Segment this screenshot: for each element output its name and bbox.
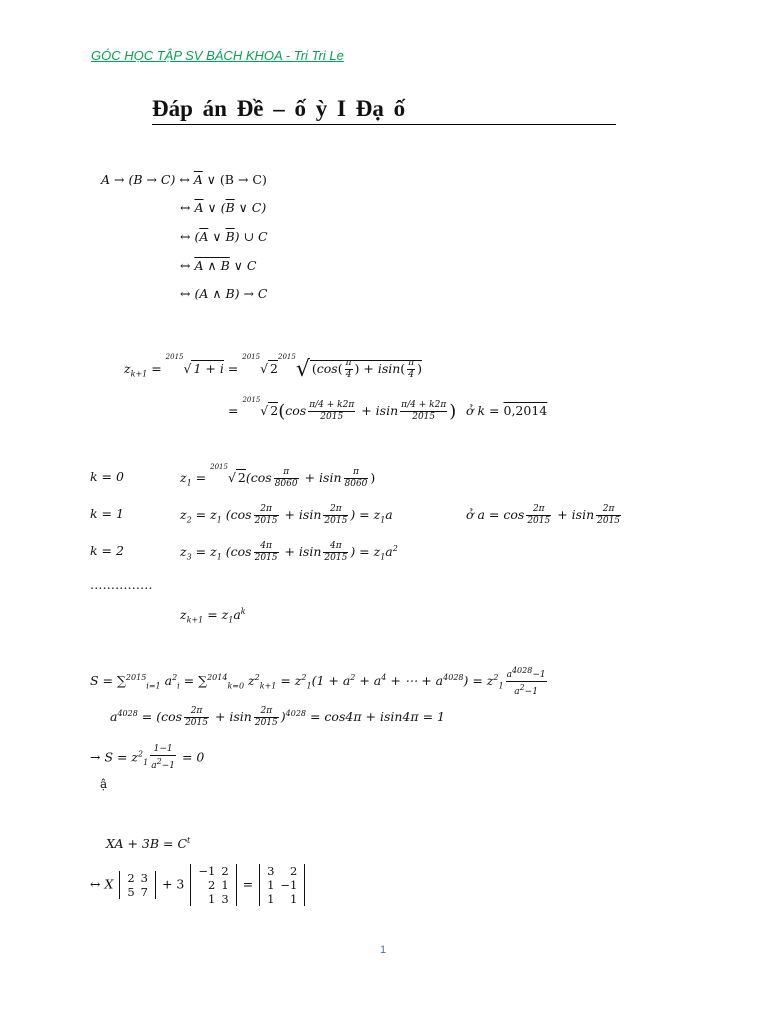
matrix-cell: 3	[221, 892, 229, 906]
case-z2: $z_2 = z_1$ (cos $\frac{2\pi}{2015}$ + isin $\frac{2\pi}{2015}$ ) = $z_1a$	[180, 504, 393, 526]
matrix-b	[190, 864, 236, 906]
case-k2-label: k = 2	[90, 543, 124, 558]
matrix-cell: 2	[127, 871, 135, 885]
matrix-cell: 1	[208, 892, 216, 906]
matrix-equation: XA + $3B = C^t$	[106, 836, 191, 852]
matrix-cell: 2	[208, 878, 216, 892]
page-title: Đáp án Đề – ố ỳ I Đạ ố	[152, 96, 406, 121]
matrix-cell: 1	[267, 892, 275, 906]
header-link[interactable]: GÓC HỌC TẬP SV BÁCH KHOA - Tri Tri Le	[91, 48, 344, 63]
matrix-c	[259, 864, 305, 906]
case-z3: $z_3 = z_1$ (cos $\frac{4\pi}{2015}$ + isin $\frac{4\pi}{2015}$ ) = $z_1a^2$	[180, 541, 398, 563]
matrix-cell: 5	[127, 885, 135, 899]
case-zk: $z_{k+1} = z_1a^k$	[180, 607, 246, 625]
k-range: ở k = 0,2014	[466, 403, 548, 418]
where-a: ở a = cos $\frac{2\pi}{2015}$ + isin $\frac{2\pi}{2015}$	[466, 504, 621, 526]
sum-line: S = ∑$^{2015}_{i=1}$ $a^2_i = \sum^{2014}_{k=0}$ $z^2_{k+1} = z^2_1(1 + a^2 + a^4$ + ⋯ + $a^{4028}) = z^2_1$ $\frac{a^{4028}-1}{a^2-1}$	[90, 666, 546, 697]
ellipsis-row: ……………	[90, 577, 153, 592]
matrix-cell: 3	[140, 871, 148, 885]
case-z1: $z_1 = ^{2015}√$ 2(cos $\frac{\pi}{8060}$ + isin $\frac{\pi}{8060}$ )	[180, 463, 376, 489]
case-k1-label: k = 1	[90, 506, 124, 521]
logic-line-3: ↔ ($\overline{A}$ ∨ $\overline{B}$) ∪ C	[180, 229, 268, 244]
matrix-cell: 1	[290, 892, 298, 906]
a-power-line: $a^{4028} = (\cos$ $\frac{2\pi}{2015}$ + isin $\frac{2\pi}{2015}$ )$^{4028}$ = cos4π + isin4π = 1	[110, 706, 445, 728]
logic-line-2: ↔ $\overline{A}$ ∨ ($\overline{B}$ ∨ C)	[180, 200, 267, 215]
matrix-cell: −1	[198, 864, 216, 878]
complex-line-2: = $^{2015}$√ 2(cos $\frac{\pi/4 + k2\pi}{2015}$ + isin $\frac{\pi/4 + k2\pi}{2015}$ )	[228, 396, 457, 422]
sum-result: → $S = z^2_1$ $\frac{1-1}{a^2-1}$ = 0	[90, 744, 205, 771]
matrix-cell: 2	[290, 864, 298, 878]
logic-line-1: A → (B → C) ↔ $\overline{A}$ ∨ (B → C)	[101, 172, 267, 187]
logic-line-5: ↔ (A ∧ B) → C	[180, 286, 268, 301]
logic-line-4: ↔ A ∧ B ∨ C	[180, 258, 257, 273]
matrix-cell: 2	[221, 864, 229, 878]
matrix-cell: 1	[267, 878, 275, 892]
matrix-cell: 3	[267, 864, 275, 878]
matrix-cell: −1	[280, 878, 298, 892]
matrix-cell: 7	[140, 885, 148, 899]
complex-line-1: $z_{k+1} = ^{2015}√$ 1 + i = $^{2015}$√ $2^{2015}√$ (cos( $\frac{\pi}{4}$ ) + isin( $\frac{\pi}{4}$ )	[124, 353, 422, 382]
stray-character: ậ	[100, 777, 108, 791]
matrix-cell: 1	[221, 878, 229, 892]
matrix-expression: ↔ X 2 3 5 7 + 3 −1 2 2 1 1 3 = 3 2 1 −1 1 1	[90, 864, 307, 906]
page-number: 1	[380, 944, 387, 956]
title-underline	[152, 124, 616, 125]
matrix-a	[119, 871, 156, 899]
case-k0-label: k = 0	[90, 469, 124, 484]
